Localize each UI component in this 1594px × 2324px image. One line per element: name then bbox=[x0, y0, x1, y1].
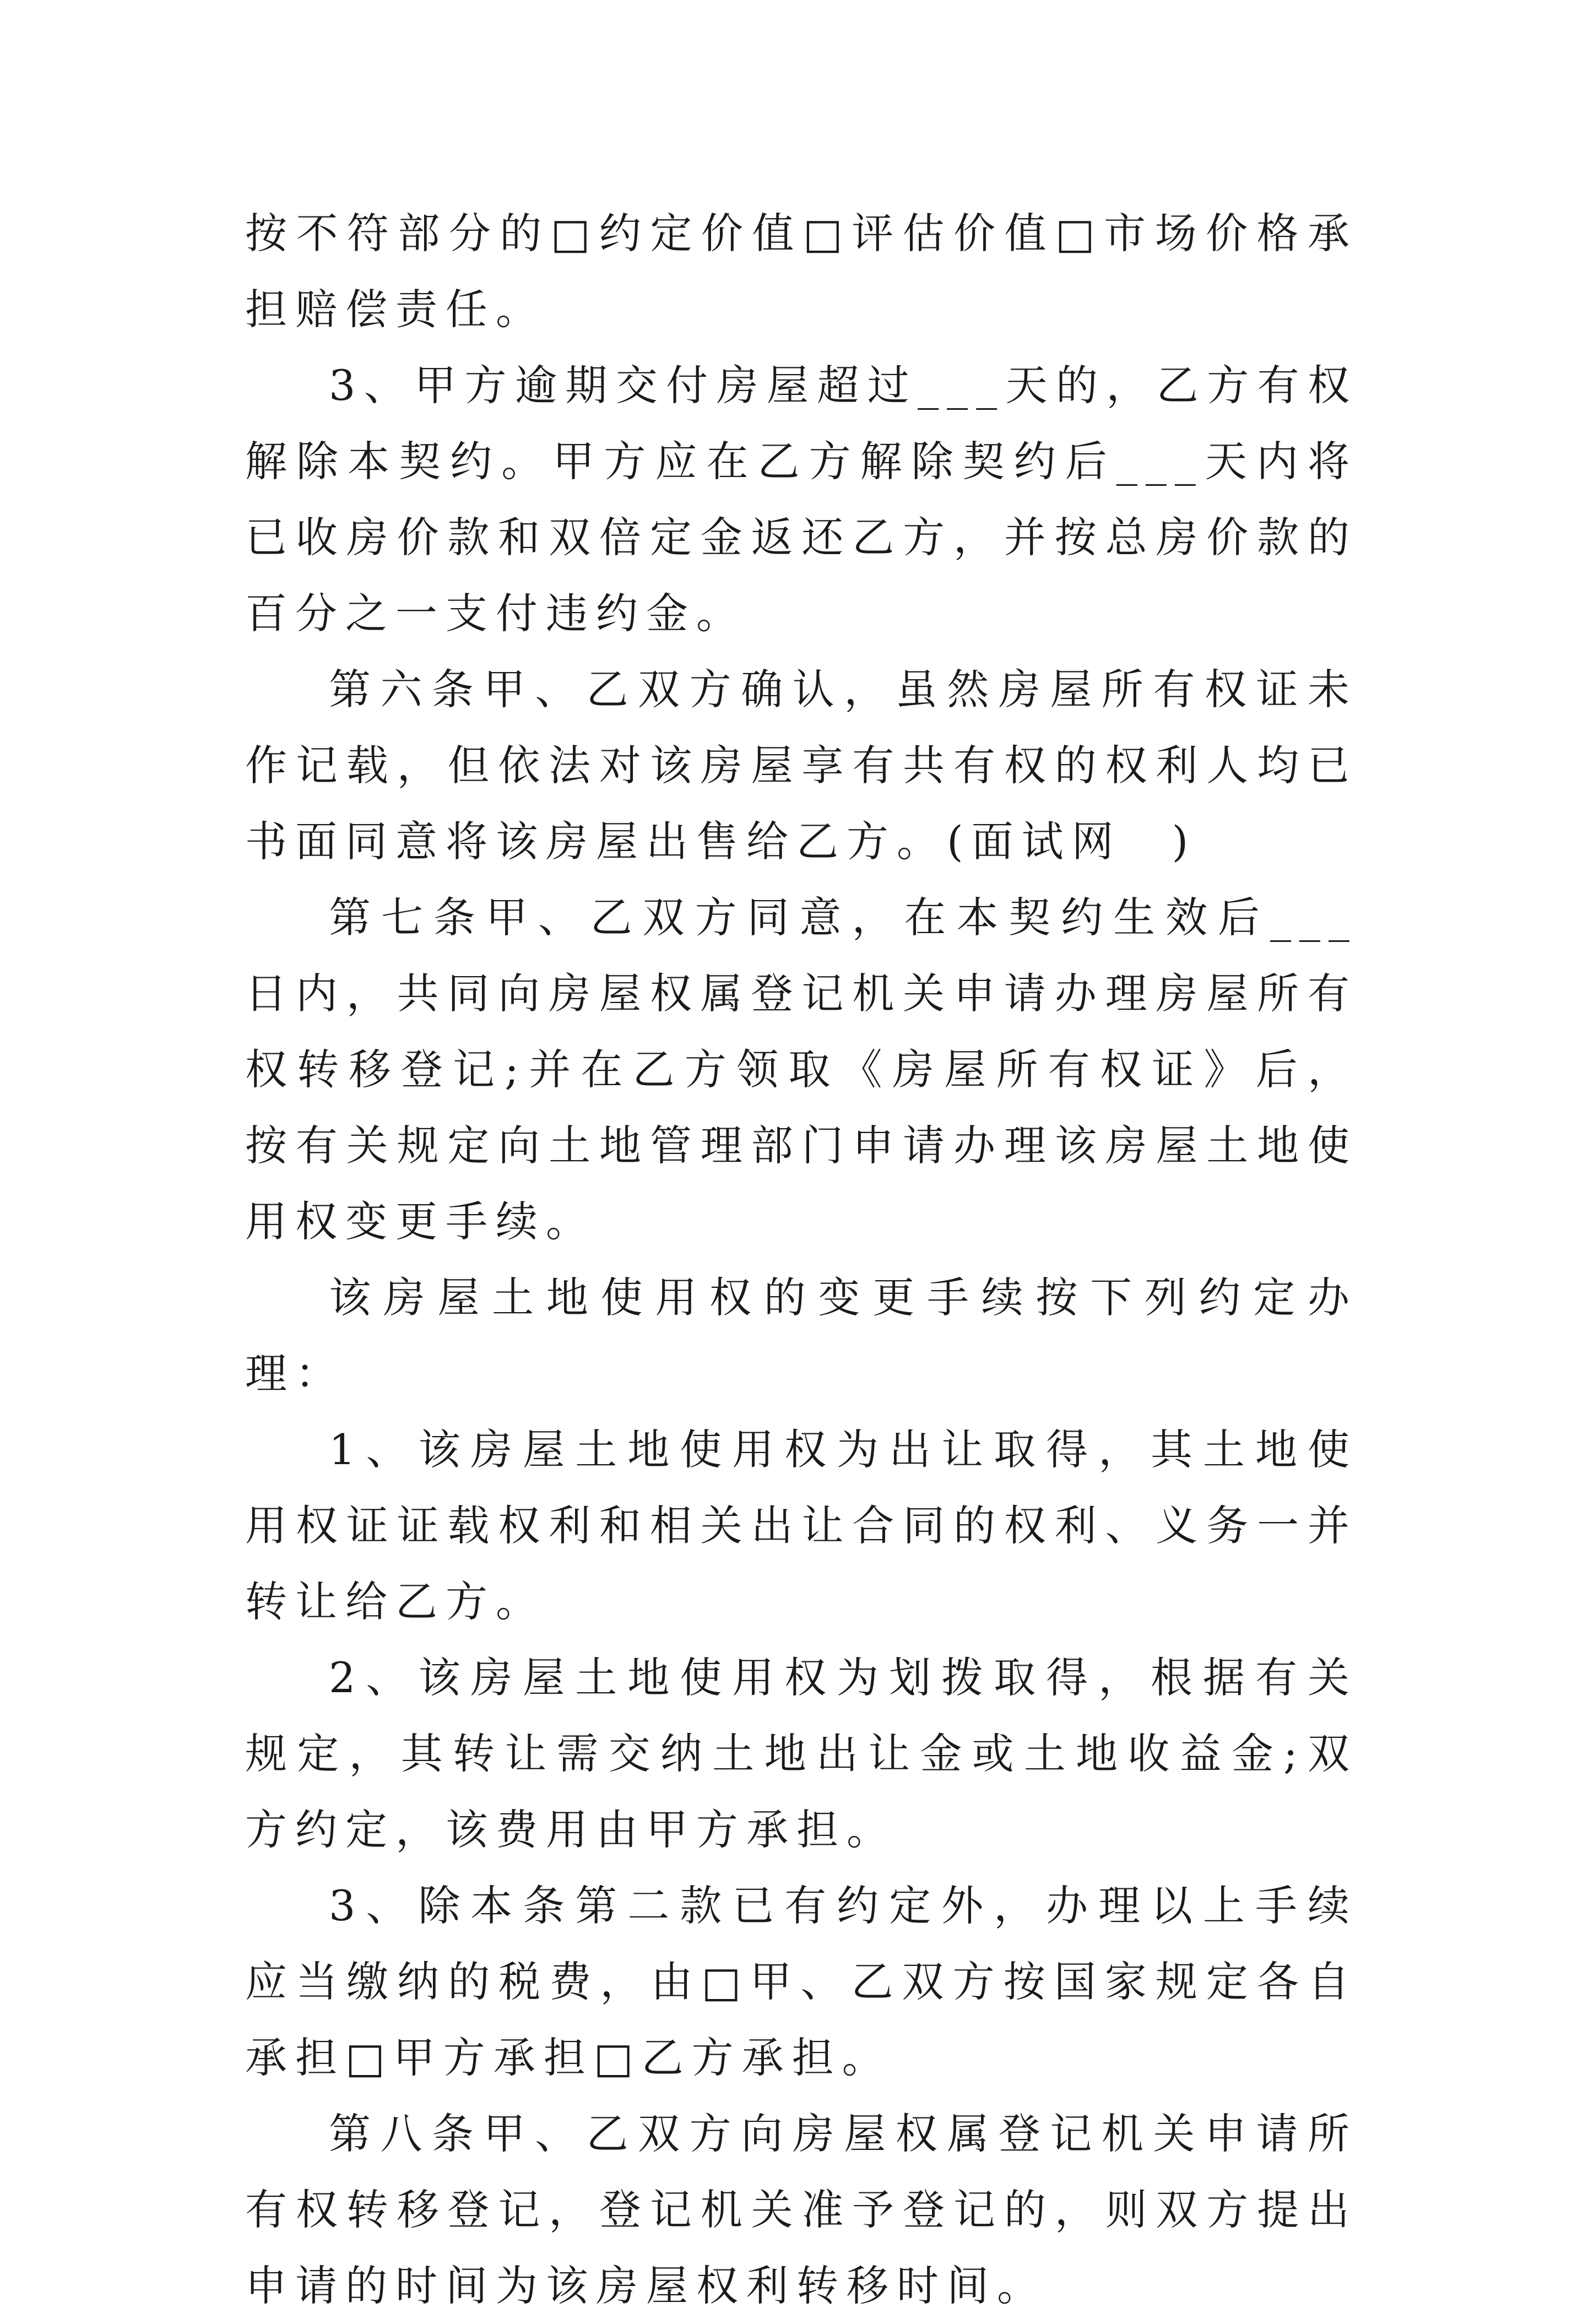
paragraph-land-use-item-1: 1、该房屋土地使用权为出让取得，其土地使用权证证载权利和相关出让合同的权利、义务一并转让给乙方。 bbox=[245, 1425, 1358, 1626]
paragraph-article-6: 第六条甲、乙双方确认，虽然房屋所有权证未作记载，但依法对该房屋享有共有权的权利人均已书面同意将该房屋出售给乙方。(面试网 ) bbox=[245, 665, 1358, 866]
document-body bbox=[245, 196, 1358, 2324]
paragraph-late-delivery-clause: 3、甲方逾期交付房屋超过___天的，乙方有权解除本契约。甲方应在乙方解除契约后___天内将已收房价款和双倍定金返还乙方，并按总房价款的百分之一支付违约金。 bbox=[245, 361, 1358, 638]
paragraph-land-use-item-3: 3、除本条第二款已有约定外，办理以上手续应当缴纳的税费，由□甲、乙双方按国家规定各自承担□甲方承担□乙方承担。 bbox=[245, 1881, 1358, 2082]
paragraph-article-8: 第八条甲、乙双方向房屋权属登记机关申请所有权转移登记，登记机关准予登记的，则双方提出申请的时间为该房屋权利转移时间。 bbox=[245, 2109, 1358, 2310]
paragraph-compensation-clause-tail: 按不符部分的□约定价值□评估价值□市场价格承担赔偿责任。 bbox=[245, 209, 1358, 334]
paragraph-article-7: 第七条甲、乙双方同意，在本契约生效后___日内，共同向房屋权属登记机关申请办理房屋所有权转移登记;并在乙方领取《房屋所有权证》后，按有关规定向土地管理部门申请办理该房屋土地使用权变更手续。 bbox=[245, 893, 1358, 1246]
paragraph-land-use-item-2: 2、该房屋土地使用权为划拨取得，根据有关规定，其转让需交纳土地出让金或土地收益金;双方约定，该费用由甲方承担。 bbox=[245, 1653, 1358, 1854]
paragraph-land-use-intro: 该房屋土地使用权的变更手续按下列约定办理： bbox=[245, 1273, 1358, 1398]
